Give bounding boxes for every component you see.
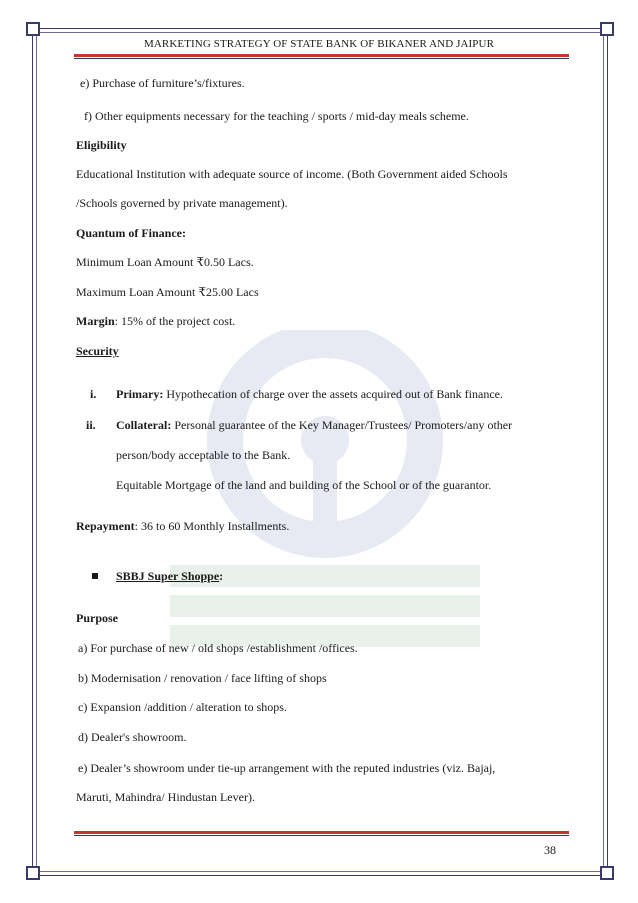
- running-header: MARKETING STRATEGY OF STATE BANK OF BIKANER AND JAIPUR: [143, 38, 495, 50]
- margin-label: Margin: [76, 314, 115, 328]
- footer-rule: [74, 831, 569, 834]
- page-number: 38: [544, 843, 556, 857]
- purpose-item: d) Dealer's showroom.: [78, 730, 187, 744]
- security-numeral-ii: ii.: [86, 418, 96, 432]
- sbi-logo-watermark-icon: [170, 330, 480, 660]
- security-collateral: [116, 418, 512, 432]
- super-shoppe-heading: SBBJ Super Shoppe: [116, 569, 220, 583]
- purpose-item: e) Dealer’s showroom under tie-up arrangement with the reputed industries (viz. Bajaj,: [78, 761, 496, 775]
- security-collateral-text: Personal guarantee of the Key Manager/Trustees/ Promoters/any other: [171, 418, 513, 432]
- repayment-label: Repayment: [76, 519, 135, 533]
- security-heading: Security: [76, 344, 119, 358]
- header-rule: [74, 54, 569, 57]
- security-primary-text: Hypothecation of charge over the assets acquired out of Bank finance.: [163, 387, 503, 401]
- security-collateral-label: Collateral:: [116, 418, 172, 432]
- corner-ornament-icon: [600, 22, 614, 36]
- eligibility-text-cont: /Schools governed by private management).: [76, 196, 288, 210]
- security-primary-label: Primary:: [116, 387, 164, 401]
- super-shoppe-colon: :: [219, 569, 224, 583]
- corner-ornament-icon: [600, 866, 614, 880]
- corner-ornament-icon: [26, 22, 40, 36]
- purpose-item-furniture: e) Purchase of furniture’s/fixtures.: [80, 76, 245, 90]
- security-primary: [116, 387, 503, 401]
- purpose-item: c) Expansion /addition / alteration to shops.: [78, 700, 287, 714]
- equitable-mortgage: Equitable Mortgage of the land and building of the School or of the guarantor.: [116, 478, 492, 492]
- purpose-heading: Purpose: [76, 611, 118, 625]
- purpose-item-cont: Maruti, Mahindra/ Hindustan Lever).: [76, 790, 255, 804]
- header-rule-thin: [74, 58, 569, 59]
- purpose-item-equipment: f) Other equipments necessary for the teaching / sports / mid-day meals scheme.: [84, 109, 469, 123]
- repayment-text: : 36 to 60 Monthly Installments.: [134, 519, 290, 533]
- purpose-item: a) For purchase of new / old shops /establishment /offices.: [78, 641, 358, 655]
- square-bullet-icon: [92, 573, 98, 579]
- corner-ornament-icon: [26, 866, 40, 880]
- quantum-heading: Quantum of Finance:: [76, 226, 187, 240]
- max-loan-amount: Maximum Loan Amount ₹25.00 Lacs: [76, 285, 259, 299]
- eligibility-text: Educational Institution with adequate source of income. (Both Government aided Schools: [76, 167, 508, 181]
- purpose-item: b) Modernisation / renovation / face lifting of shops: [78, 671, 327, 685]
- security-collateral-cont: person/body acceptable to the Bank.: [116, 448, 291, 462]
- repayment-line: [76, 519, 289, 533]
- super-shoppe-heading-line: [116, 569, 223, 583]
- min-loan-amount: Minimum Loan Amount ₹0.50 Lacs.: [76, 255, 254, 269]
- footer-rule-thin: [74, 835, 569, 836]
- margin-line: [76, 314, 235, 328]
- eligibility-heading: Eligibility: [76, 138, 127, 152]
- margin-text: : 15% of the project cost.: [114, 314, 236, 328]
- security-numeral-i: i.: [90, 387, 97, 401]
